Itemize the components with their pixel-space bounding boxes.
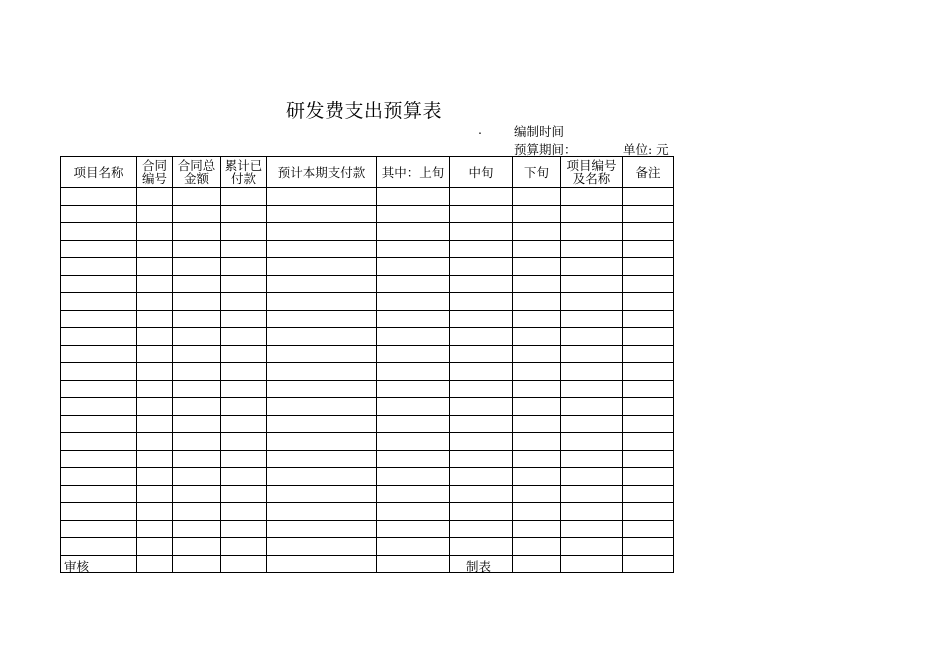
table-row xyxy=(61,310,674,328)
table-cell xyxy=(377,485,450,503)
table-cell xyxy=(267,520,377,538)
table-cell xyxy=(61,258,137,276)
table-cell xyxy=(623,520,674,538)
table-cell xyxy=(377,398,450,416)
table-cell xyxy=(513,328,561,346)
table-cell xyxy=(61,275,137,293)
table-cell xyxy=(623,468,674,486)
table-cell xyxy=(61,415,137,433)
table-row xyxy=(61,363,674,381)
table-cell xyxy=(267,240,377,258)
table-cell xyxy=(137,503,173,521)
table-cell xyxy=(173,275,221,293)
table-cell xyxy=(267,468,377,486)
table-cell xyxy=(513,433,561,451)
table-cell xyxy=(450,380,513,398)
table-cell xyxy=(267,363,377,381)
table-cell xyxy=(61,450,137,468)
table-cell xyxy=(137,188,173,206)
table-cell xyxy=(267,415,377,433)
table-cell xyxy=(173,240,221,258)
table-cell xyxy=(450,468,513,486)
table-cell xyxy=(137,468,173,486)
table-cell xyxy=(450,345,513,363)
table-cell xyxy=(137,223,173,241)
table-cell xyxy=(561,555,623,573)
table-body xyxy=(61,188,674,573)
table-cell xyxy=(61,538,137,556)
table-cell xyxy=(61,223,137,241)
table-cell xyxy=(61,363,137,381)
table-cell xyxy=(561,380,623,398)
table-cell xyxy=(221,485,267,503)
table-cell xyxy=(513,415,561,433)
header-contract-total: 合同总 金额 xyxy=(173,157,221,188)
table-cell xyxy=(61,240,137,258)
table-cell xyxy=(221,503,267,521)
table-cell xyxy=(267,345,377,363)
table-cell xyxy=(61,310,137,328)
table-cell xyxy=(623,398,674,416)
table-cell xyxy=(173,345,221,363)
table-cell xyxy=(267,538,377,556)
table-cell xyxy=(61,468,137,486)
table-cell xyxy=(137,258,173,276)
table-cell xyxy=(267,555,377,573)
table-row xyxy=(61,555,674,573)
table-cell xyxy=(377,293,450,311)
table-cell xyxy=(221,240,267,258)
table-cell xyxy=(513,275,561,293)
table-cell xyxy=(221,258,267,276)
table-cell xyxy=(513,240,561,258)
header-project-name: 项目名称 xyxy=(61,157,137,188)
table-cell xyxy=(561,293,623,311)
table-cell xyxy=(221,293,267,311)
table-row xyxy=(61,538,674,556)
table-cell xyxy=(61,485,137,503)
table-cell xyxy=(450,538,513,556)
table-cell xyxy=(450,240,513,258)
table-cell xyxy=(450,188,513,206)
table-cell xyxy=(561,415,623,433)
table-cell xyxy=(137,205,173,223)
table-cell xyxy=(450,205,513,223)
table-row xyxy=(61,328,674,346)
table-cell xyxy=(61,293,137,311)
table-cell xyxy=(173,468,221,486)
table-cell xyxy=(173,538,221,556)
header-late-month: 下旬 xyxy=(513,157,561,188)
table-cell xyxy=(377,450,450,468)
table-cell xyxy=(377,555,450,573)
table-cell xyxy=(377,415,450,433)
table-cell xyxy=(173,555,221,573)
table-row xyxy=(61,450,674,468)
header-early-month: 其中：上旬 xyxy=(377,157,450,188)
table-row xyxy=(61,520,674,538)
table-cell xyxy=(377,328,450,346)
table-cell xyxy=(61,503,137,521)
table-cell xyxy=(513,485,561,503)
table-cell xyxy=(513,363,561,381)
table-cell xyxy=(450,450,513,468)
table-cell xyxy=(377,433,450,451)
table-cell xyxy=(377,538,450,556)
table-cell xyxy=(377,223,450,241)
table-cell xyxy=(450,275,513,293)
table-cell xyxy=(221,538,267,556)
table-cell xyxy=(561,485,623,503)
table-cell xyxy=(221,398,267,416)
table-row xyxy=(61,503,674,521)
table-cell xyxy=(450,415,513,433)
table-cell xyxy=(623,485,674,503)
table-cell xyxy=(623,275,674,293)
table-cell xyxy=(450,363,513,381)
table-cell xyxy=(450,258,513,276)
table-cell xyxy=(513,555,561,573)
table-cell xyxy=(173,520,221,538)
table-row xyxy=(61,415,674,433)
table-cell xyxy=(221,380,267,398)
table-cell xyxy=(450,485,513,503)
table-cell xyxy=(61,205,137,223)
table-row xyxy=(61,188,674,206)
table-cell xyxy=(137,538,173,556)
table-cell xyxy=(377,363,450,381)
table-cell xyxy=(450,328,513,346)
document-title: 研发费支出预算表 xyxy=(286,100,443,122)
table-cell xyxy=(377,258,450,276)
table-cell xyxy=(221,328,267,346)
table-cell xyxy=(450,433,513,451)
table-cell xyxy=(137,363,173,381)
budget-table xyxy=(60,156,674,573)
table-cell xyxy=(267,398,377,416)
table-cell xyxy=(513,520,561,538)
table-cell xyxy=(173,433,221,451)
table-row xyxy=(61,345,674,363)
table-cell xyxy=(561,275,623,293)
table-cell xyxy=(513,345,561,363)
table-cell xyxy=(61,520,137,538)
table-cell xyxy=(623,328,674,346)
table-cell xyxy=(221,555,267,573)
header-contract-no: 合同 编号 xyxy=(137,157,173,188)
table-cell xyxy=(561,240,623,258)
table-cell xyxy=(267,503,377,521)
table-cell xyxy=(561,450,623,468)
header-planned-payment: 预计本期支付款 xyxy=(267,157,377,188)
table-cell xyxy=(561,223,623,241)
table-cell xyxy=(173,398,221,416)
table-cell xyxy=(513,503,561,521)
table-cell xyxy=(137,398,173,416)
table-cell xyxy=(267,275,377,293)
table-cell xyxy=(623,293,674,311)
table-cell xyxy=(377,188,450,206)
table-cell xyxy=(221,520,267,538)
table-cell xyxy=(61,380,137,398)
table-cell xyxy=(267,258,377,276)
table-cell xyxy=(561,468,623,486)
table-row xyxy=(61,485,674,503)
table-cell xyxy=(377,345,450,363)
table-cell xyxy=(267,433,377,451)
table-cell xyxy=(377,503,450,521)
table-cell xyxy=(267,223,377,241)
table-cell xyxy=(173,258,221,276)
table-cell xyxy=(221,433,267,451)
table-cell xyxy=(377,275,450,293)
table-cell xyxy=(137,520,173,538)
table-cell xyxy=(137,555,173,573)
table-row xyxy=(61,468,674,486)
table-cell xyxy=(561,433,623,451)
table-cell xyxy=(561,205,623,223)
table-cell xyxy=(267,188,377,206)
table-cell xyxy=(137,345,173,363)
unit-label: 单位: 元 xyxy=(623,142,669,157)
table-cell xyxy=(221,415,267,433)
dot-mark: . xyxy=(478,122,482,137)
table-cell xyxy=(61,188,137,206)
table-cell xyxy=(513,258,561,276)
table-cell xyxy=(137,310,173,328)
table-cell xyxy=(450,293,513,311)
header-row xyxy=(61,157,674,188)
table-cell xyxy=(61,328,137,346)
table-cell xyxy=(221,345,267,363)
table-cell xyxy=(221,188,267,206)
table-cell xyxy=(173,380,221,398)
table-cell xyxy=(561,328,623,346)
table-cell xyxy=(267,450,377,468)
table-cell xyxy=(513,188,561,206)
table-cell xyxy=(221,363,267,381)
table-cell xyxy=(173,328,221,346)
table-cell xyxy=(173,188,221,206)
table-cell xyxy=(377,205,450,223)
table-cell xyxy=(623,345,674,363)
table-cell xyxy=(61,398,137,416)
table-cell xyxy=(623,555,674,573)
table-cell xyxy=(623,415,674,433)
table-cell xyxy=(561,258,623,276)
maker-label: 制表 xyxy=(466,559,492,574)
table-cell xyxy=(513,293,561,311)
table-cell xyxy=(173,310,221,328)
table-cell xyxy=(377,240,450,258)
table-cell xyxy=(623,205,674,223)
table-cell xyxy=(173,503,221,521)
budget-period-label: 预算期间： xyxy=(514,142,577,157)
header-mid-month: 中旬 xyxy=(450,157,513,188)
table-cell xyxy=(221,205,267,223)
table-row xyxy=(61,205,674,223)
table-cell xyxy=(221,450,267,468)
table-cell xyxy=(623,538,674,556)
table-cell xyxy=(623,188,674,206)
table-row xyxy=(61,240,674,258)
table-row xyxy=(61,398,674,416)
table-row xyxy=(61,275,674,293)
table-cell xyxy=(450,310,513,328)
table-cell xyxy=(267,328,377,346)
table-cell xyxy=(450,398,513,416)
table-cell xyxy=(513,223,561,241)
table-row xyxy=(61,293,674,311)
table-row xyxy=(61,380,674,398)
table-cell xyxy=(561,310,623,328)
table-row xyxy=(61,433,674,451)
table-cell xyxy=(137,450,173,468)
table-cell xyxy=(623,363,674,381)
compile-time-label: 编制时间 xyxy=(514,124,565,139)
table-cell xyxy=(561,398,623,416)
table-cell xyxy=(61,345,137,363)
table-cell xyxy=(623,223,674,241)
table-cell xyxy=(137,415,173,433)
table-cell xyxy=(173,363,221,381)
table-cell xyxy=(137,433,173,451)
table-cell xyxy=(137,328,173,346)
table-cell xyxy=(561,188,623,206)
table-cell xyxy=(137,293,173,311)
table-cell xyxy=(61,433,137,451)
table-cell xyxy=(623,503,674,521)
header-remarks: 备注 xyxy=(623,157,674,188)
table-cell xyxy=(267,293,377,311)
table-cell xyxy=(137,380,173,398)
table-row xyxy=(61,223,674,241)
table-row xyxy=(61,258,674,276)
table-cell xyxy=(450,223,513,241)
table-cell xyxy=(377,468,450,486)
table-cell xyxy=(513,538,561,556)
table-cell xyxy=(137,275,173,293)
table-cell xyxy=(561,345,623,363)
table-cell xyxy=(267,205,377,223)
table-cell xyxy=(561,363,623,381)
table-cell xyxy=(623,450,674,468)
table-cell xyxy=(623,258,674,276)
table-cell xyxy=(173,223,221,241)
table-cell xyxy=(623,433,674,451)
table-cell xyxy=(137,240,173,258)
table-cell xyxy=(561,538,623,556)
table-cell xyxy=(377,310,450,328)
header-paid-to-date: 累计已 付款 xyxy=(221,157,267,188)
table-cell xyxy=(221,468,267,486)
table-cell xyxy=(513,205,561,223)
table-cell xyxy=(173,293,221,311)
table-cell xyxy=(173,485,221,503)
table-cell xyxy=(513,310,561,328)
table-cell xyxy=(513,398,561,416)
table-cell xyxy=(561,520,623,538)
review-label: 审核 xyxy=(64,559,90,574)
table-cell xyxy=(623,380,674,398)
table-cell xyxy=(221,275,267,293)
table-cell xyxy=(173,415,221,433)
table-cell xyxy=(450,520,513,538)
table-cell xyxy=(561,503,623,521)
table-cell xyxy=(450,503,513,521)
table-cell xyxy=(513,380,561,398)
table-cell xyxy=(173,450,221,468)
table-cell xyxy=(377,380,450,398)
table-cell xyxy=(513,468,561,486)
header-project-code: 项目编号 及名称 xyxy=(561,157,623,188)
table-cell xyxy=(513,450,561,468)
table-cell xyxy=(267,485,377,503)
table-cell xyxy=(623,310,674,328)
table-cell xyxy=(267,380,377,398)
table-cell xyxy=(221,223,267,241)
table-cell xyxy=(221,310,267,328)
table-cell xyxy=(267,310,377,328)
table-cell xyxy=(173,205,221,223)
table-cell xyxy=(377,520,450,538)
table-cell xyxy=(137,485,173,503)
table-cell xyxy=(623,240,674,258)
